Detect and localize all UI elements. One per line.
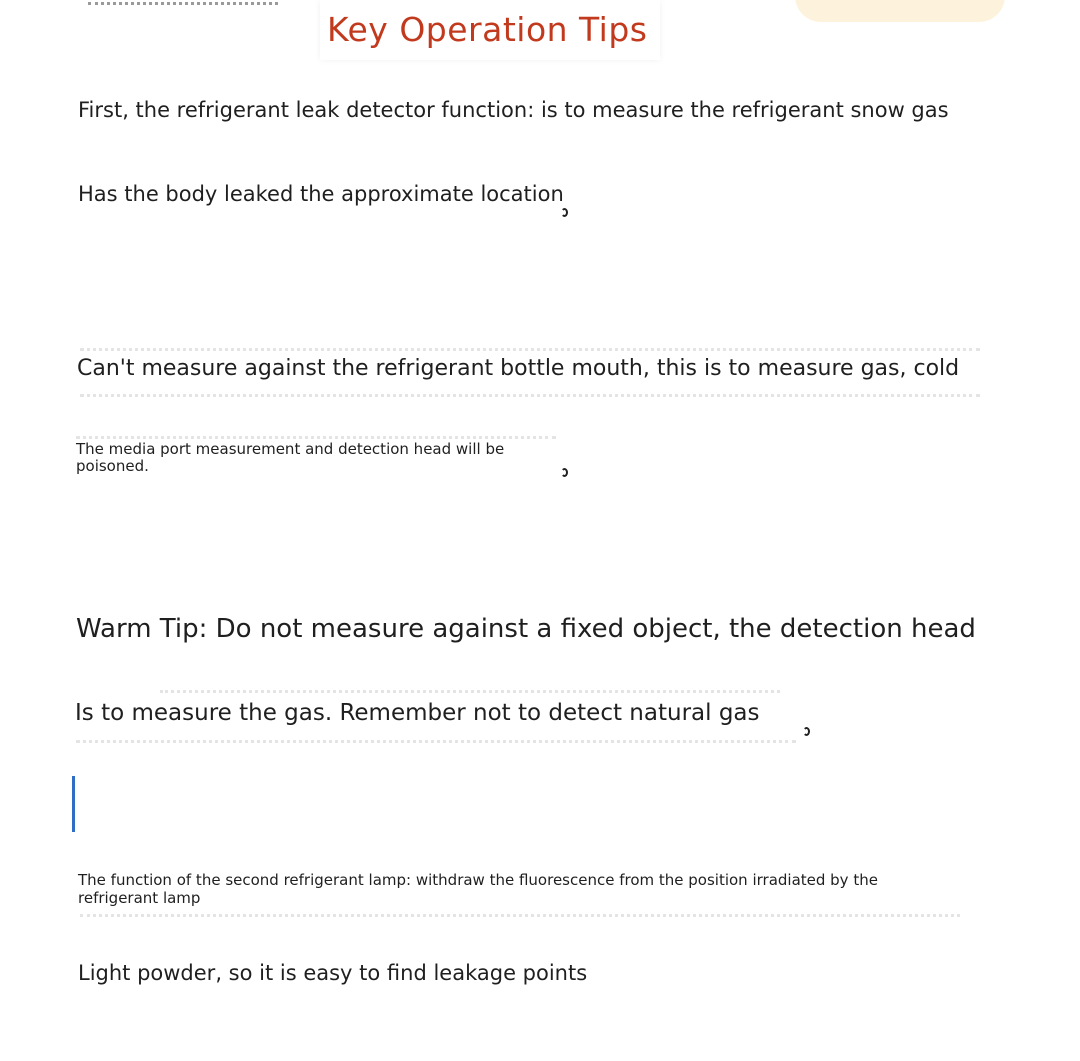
tip-line-2: Has the body leaked the approximate location (78, 182, 564, 206)
punctuation-mark (561, 468, 568, 477)
text-cursor (72, 776, 75, 832)
punctuation-mark (561, 208, 568, 217)
top-decoration (88, 0, 278, 5)
warm-tip-line: Warm Tip: Do not measure against a fixed object, the detection head (76, 614, 976, 644)
faded-text-remnant (80, 348, 980, 355)
tip-line-7: The function of the second refrigerant lamp: withdraw the fluorescence from the position irradiated by the refrigerant lamp (78, 871, 878, 907)
page-title: Key Operation Tips (327, 10, 648, 49)
punctuation-mark (803, 727, 810, 736)
tip-line-4: The media port measurement and detection head will be poisoned. (76, 440, 505, 475)
faded-text-remnant (160, 690, 780, 697)
tip-line-6: Is to measure the gas. Remember not to detect natural gas (75, 700, 760, 726)
tip-line-1: First, the refrigerant leak detector function: is to measure the refrigerant snow gas (78, 98, 949, 122)
header-badge (795, 0, 1005, 22)
faded-text-remnant (80, 914, 960, 921)
faded-text-remnant (80, 394, 980, 401)
faded-text-remnant (76, 740, 796, 747)
tip-line-8: Light powder, so it is easy to find leakage points (78, 961, 588, 985)
tip-line-3: Can't measure against the refrigerant bottle mouth, this is to measure gas, cold (77, 356, 960, 381)
